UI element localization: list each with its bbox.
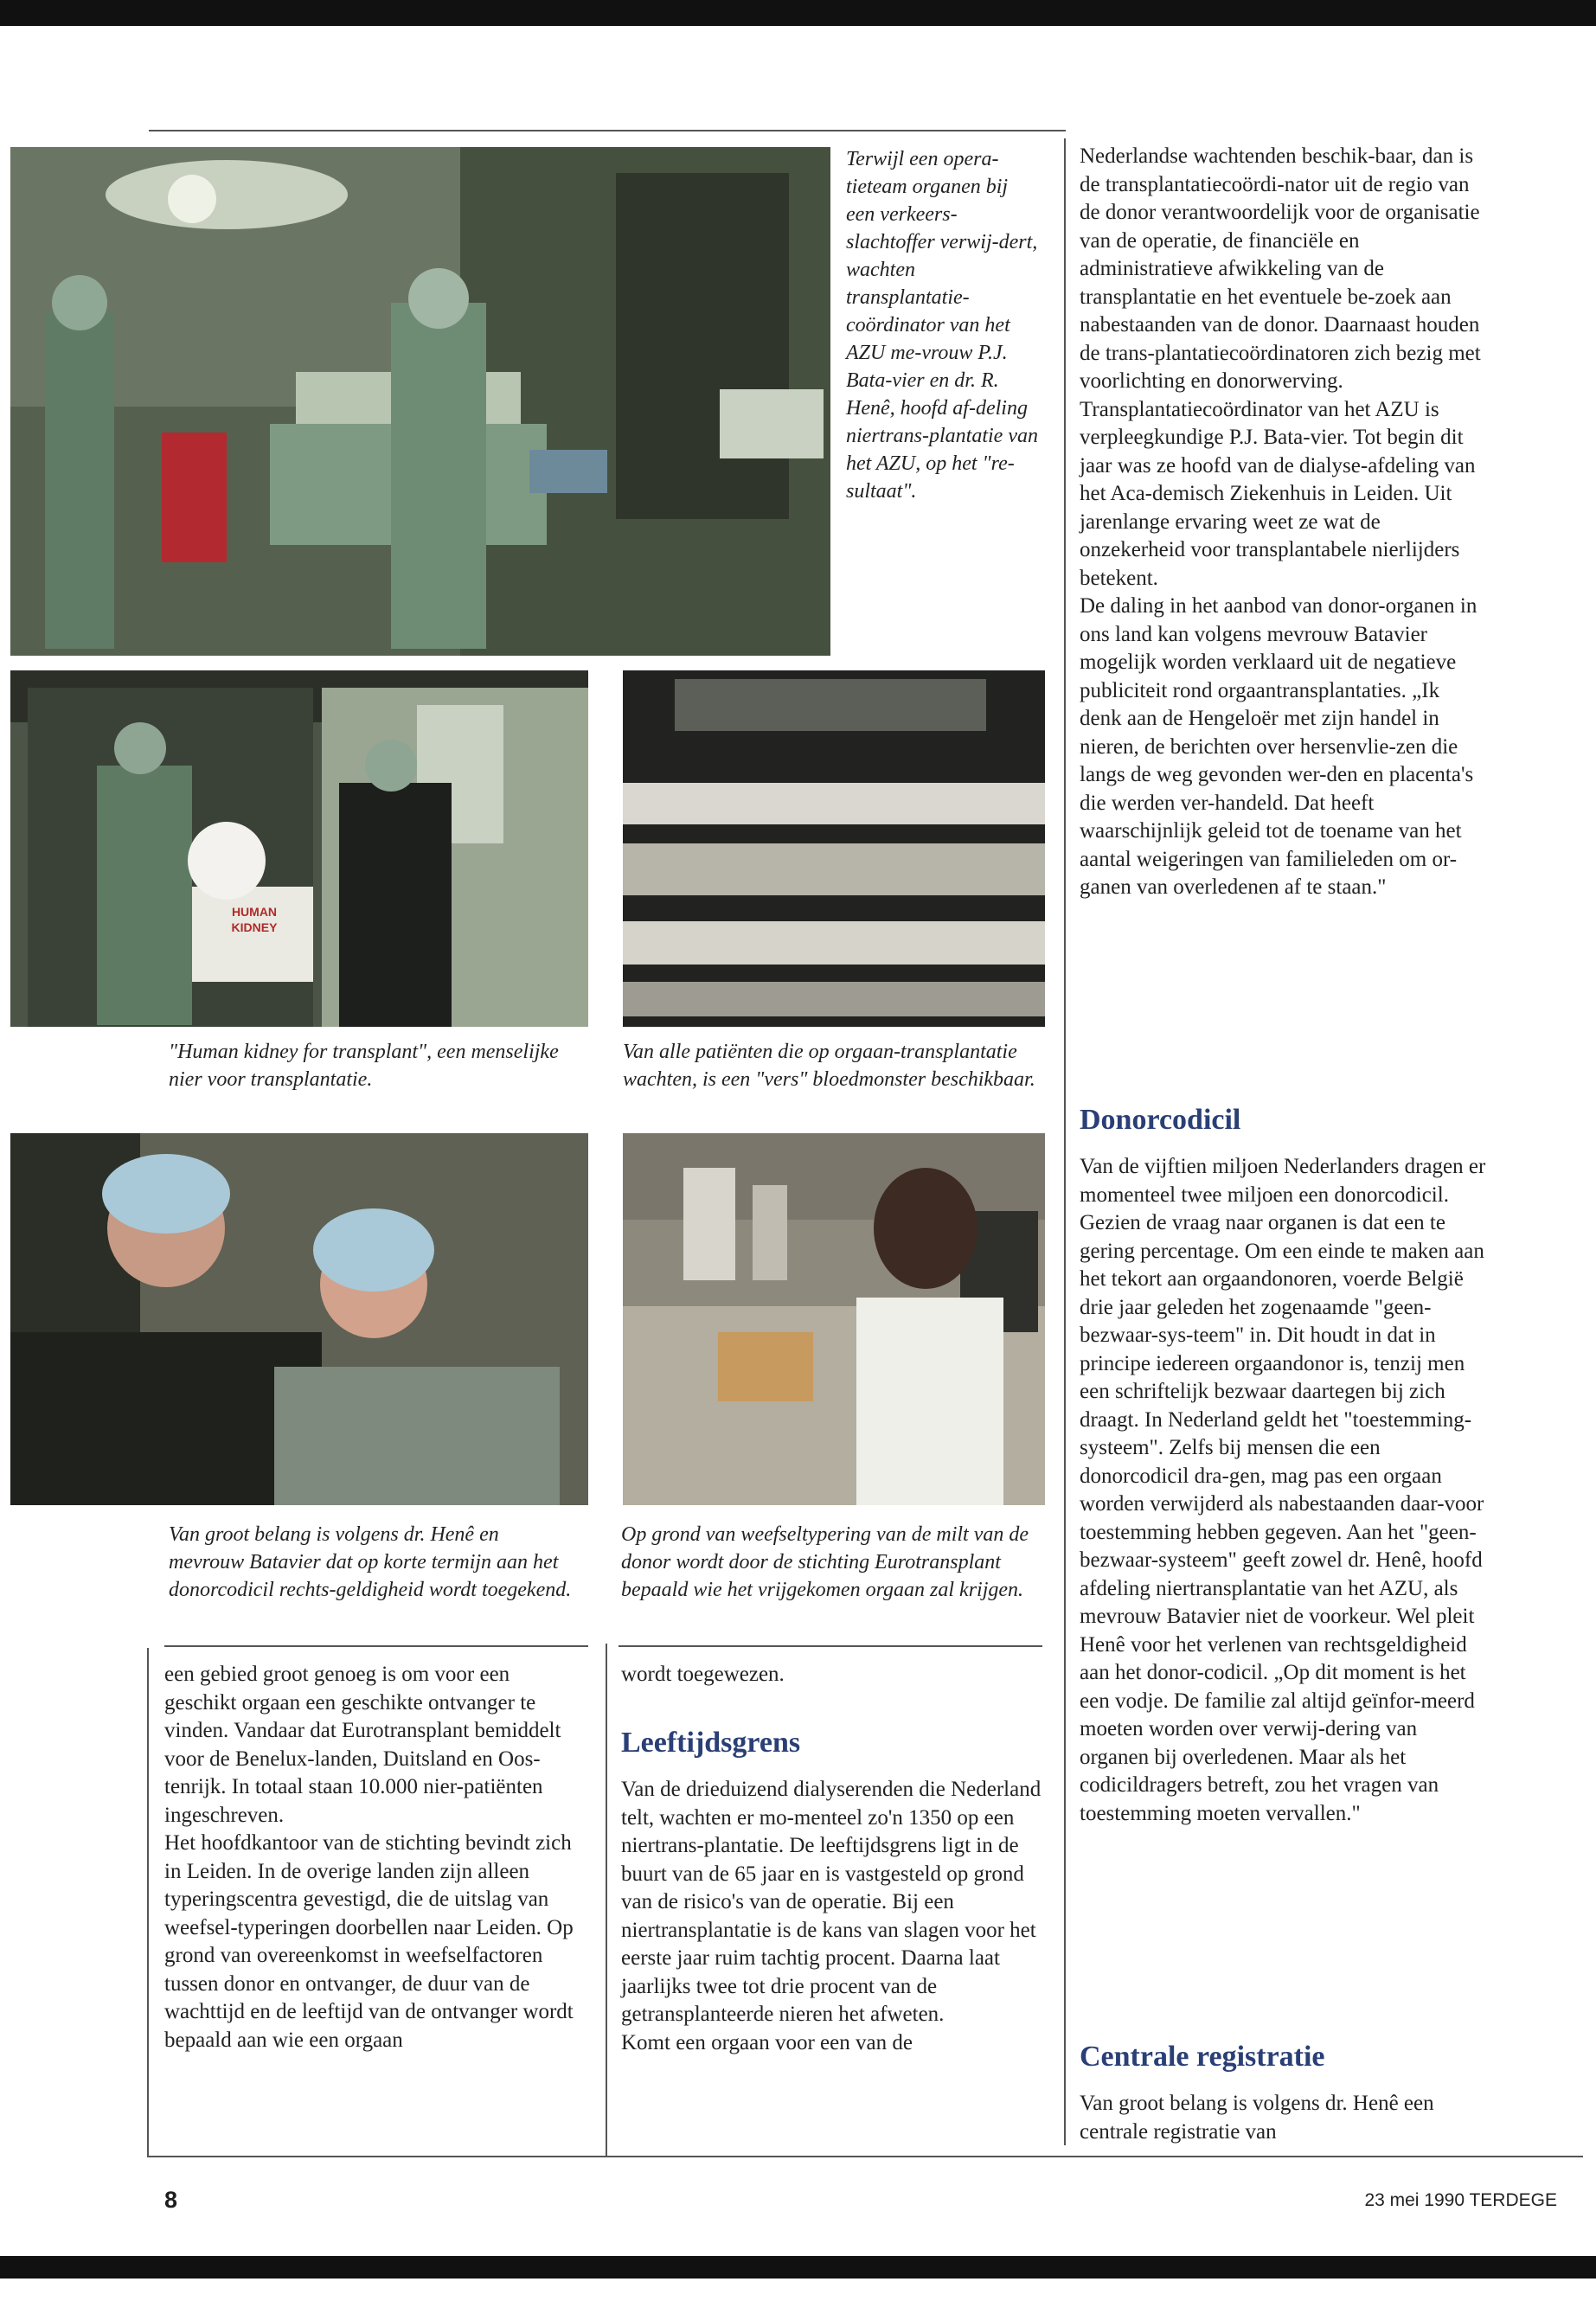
left-bottom-paragraph-1: een gebied groot genoeg is om voor een geschikt orgaan een geschikte ontvanger te vinden. Vandaar dat Eurotransplant bemiddelt voor de Benelux-landen, Duitsland en Oos-tenrijk. In totaal staan 10.000 nier-patiënten ingeschreven. [164,1663,561,1827]
right-mid-column [1080,1153,1486,1828]
top-rule [149,130,1066,131]
caption-rule-mid [619,1645,1042,1647]
top-black-bar [0,0,1596,26]
operating-room-photo [10,147,830,656]
surgery-caption: Terwijl een opera-tieteam organen bij een verkeers-slachtoffer verwij-dert, wachten transplantatie-coördinator van het AZU me-vrouw P.J. Bata-vier en dr. R. Henê, hoofd af-deling niertrans-plantatie van het AZU, op het "re-sultaat". [846,148,1038,503]
right-mid-paragraph: Van de vijftien miljoen Nederlanders dragen er momenteel twee miljoen een donorcodicil. Gezien de vraag naar organen is dat een te gering percentage. Om een einde te maken aan het tekort aan orgaandonoren, voerde België drie jaar geleden het zogenaamde "geen-bezwaar-sys-teem" in. Dit houdt in dat in principe iedereen orgaandonor is, tenzij men een schriftelijk bezwaar daartegen bij zich draagt. In Nederland geldt het "toestemming-systeem". Zelfs bij mensen die een donorcodicil dra-gen, mag pas een orgaan worden verwijderd als nabestaanden daar-voor toestemming hebben gegeven. Aan het "geen-bezwaar-systeem" geeft zowel dr. Henê, hoofd afdeling niertransplantatie van het AZU, als mevrouw Batavier niet de voorkeur. Wel pleit Henê voor het verlenen van rechtsgeldigheid aan het donor-codicil. „Op dit moment is het een vodje. De familie zal altijd geïnfor-meerd moeten worden over verwij-dering van organen bij overledenen. Maar als het codicildragers betreft, zou het vragen van toestemming moeten vervallen." [1080,1155,1486,1825]
kidney-caption: "Human kidney for transplant", een menselijke nier voor transplantatie. [169,1041,559,1091]
mid-bottom-paragraph-2: Komt een orgaan voor een van de [621,2030,913,2054]
page-number: 8 [164,2187,178,2213]
column-rule-left [147,1648,149,2156]
right-bottom-paragraph: Van groot belang is volgens dr. Henê een centrale registratie van [1080,2092,1434,2144]
lab-caption: Op grond van weefseltypering van de milt van de donor wordt door de stichting Eurotransplant bepaald wie het vrijgekomen orgaan zal krijgen. [621,1523,1029,1601]
mid-top-paragraph: wordt toegewezen. [621,1663,785,1686]
kidney-box-label-line2: KIDNEY [231,920,278,934]
mid-top-text [621,1661,1045,1689]
portrait-caption: Van groot belang is volgens dr. Henê en mevrouw Batavier dat op korte termijn aan het donorcodicil rechts-geldigheid wordt toegekend. [169,1523,572,1601]
bottom-black-bar [0,2256,1596,2279]
mid-bottom-paragraph-1: Van de drieduizend dialyserenden die Nederland telt, wachten er mo-menteel zo'n 1350 op een niertrans-plantatie. De leeftijdsgrens ligt in de buurt van de 65 jaar en is vastgesteld op grond van de risico's van de operatie. Bij een niertransplantatie is de kans van slagen voor het eerste jaar ruim tachtig procent. Daarna laat jaarlijks twee tot drie procent van de getransplanteerde nieren het afweten. [621,1778,1042,2026]
right-top-paragraph-1: Nederlandse wachtenden beschik-baar, dan is de transplantatiecoördi-nator uit de regio van de donor verantwoordelijk voor de organisatie van de operatie, de financiële en administratieve afwikkeling van de transplantatie en het eventuele be-zoek aan nabestaanden van de donor. Daarnaast houden de trans-plantatiecoördinatoren zich bezig met voorlichting en donorwerving. Transplantatiecoördinator van het AZU is verpleegkundige P.J. Bata-vier. Tot begin dit jaar was ze hoofd van de dialyse-afdeling van het Aca-demisch Ziekenhuis in Leiden. Uit jarenlange ervaring weet ze wat de onzekerheid voor transplantabele nierlijders betekent. [1080,144,1481,590]
left-bottom-column [164,1661,584,2054]
left-bottom-paragraph-2: Het hoofdkantoor van de stichting bevindt zich in Leiden. In de overige landen zijn alleen typeringscentra gevestigd, die de uitslag van weefsel-typeringen doorbellen naar Leiden. Op grond van overeenkomst in weefselfactoren tussen donor en ontvanger, de duur van de wachttijd en de leeftijd van de ontvanger wordt bepaald aan wie een orgaan [164,1831,574,2052]
blood-caption: Van alle patiënten die op orgaan-transplantatie wachten, is een "vers" bloedmonster beschikbaar. [623,1041,1035,1091]
mid-bottom-column [621,1776,1045,2057]
column-rule-right [1064,138,1066,2145]
bottom-rule [147,2156,1583,2157]
right-bottom-column [1080,2090,1486,2146]
kidney-box-label [202,904,306,935]
heading-donorcodicil: Donorcodicil [1080,1104,1241,1136]
heading-centrale-registratie: Centrale registratie [1080,2041,1325,2073]
right-top-paragraph-2: De daling in het aanbod van donor-organen in ons land kan volgens mevrouw Batavier mogelijk worden verklaard uit de negatieve publiciteit rond orgaantransplantaties. „Ik denk aan de Hengeloër met zijn handel in nieren, de berichten over hersenvlie-zen die langs de weg gevonden wer-den en placenta's die werden ver-handeld. Dat heeft waarschijnlijk geleid tot de toename van het aantal weigeringen van familieleden om or-ganen van overledenen af te staan." [1080,594,1477,899]
column-rule-mid [606,1644,607,2156]
lab-photo [623,1133,1045,1505]
kidney-box-label-line1: HUMAN [231,905,278,919]
right-top-column [1080,143,1486,902]
blood-samples-photo [623,670,1045,1027]
heading-leeftijdsgrens: Leeftijdsgrens [621,1727,801,1759]
caption-rule-left [164,1645,588,1647]
kidney-box-photo [10,670,588,1027]
issue-line: 23 mei 1990 TERDEGE [1364,2190,1557,2210]
portrait-photo [10,1133,588,1505]
